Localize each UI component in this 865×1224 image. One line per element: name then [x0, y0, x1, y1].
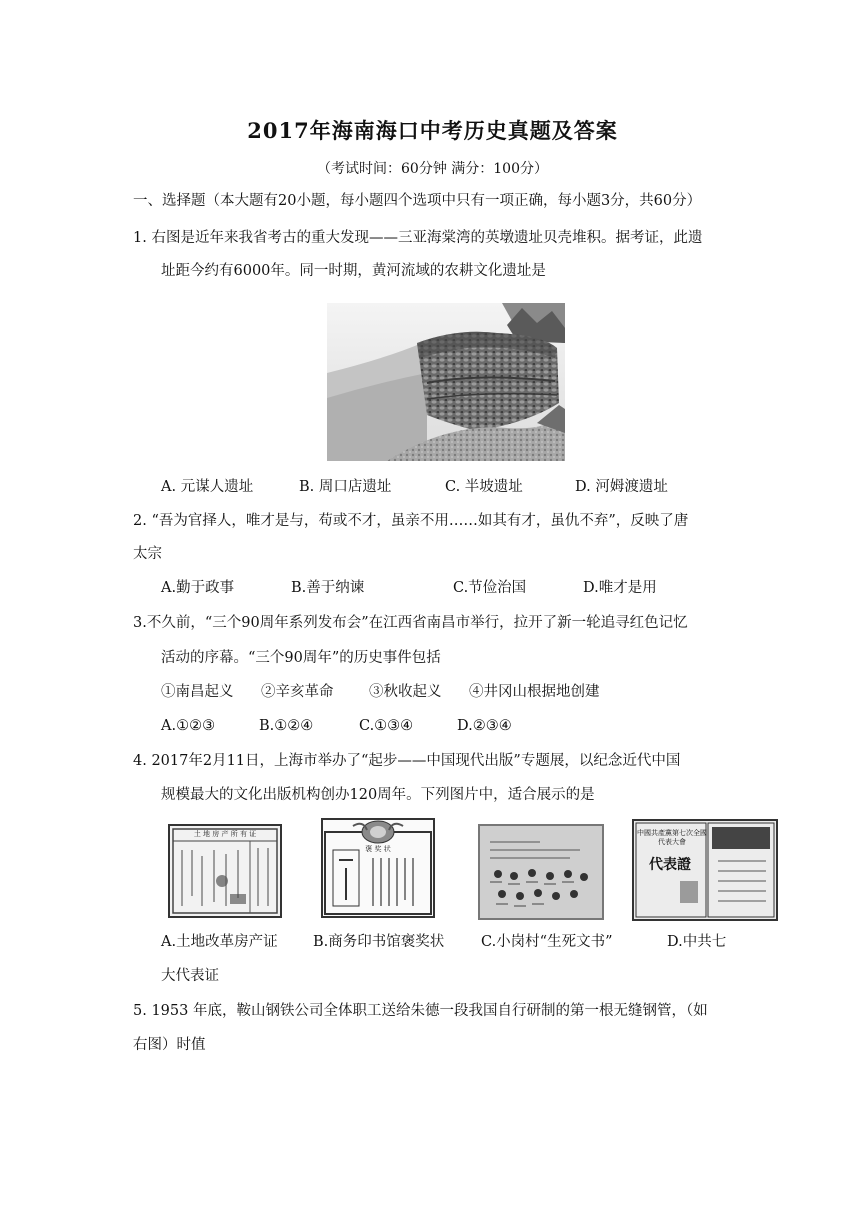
q4-option-d-continued: 大代表证: [161, 968, 219, 984]
q4-stem-line1: 4. 2017年2月11日，上海市举办了“起步——中国现代出版”专题展，以纪念近代中国: [133, 753, 681, 769]
q1-option-a[interactable]: A. 元谋人遗址: [161, 479, 254, 495]
q2-option-b[interactable]: B.善于纳谏: [291, 580, 365, 596]
delegate-card-title: 中國共產黨第七次全國代表大會: [637, 829, 707, 846]
page-title: 2017年海南海口中考历史真题及答案: [247, 118, 618, 143]
q3-item-1: ①南昌起义: [161, 684, 234, 700]
q4-option-d[interactable]: D.中共七: [667, 934, 727, 950]
q2-option-d[interactable]: D.唯才是用: [583, 580, 657, 596]
exam-info: （考试时间：60分钟 满分：100分）: [317, 161, 548, 177]
delegate-card-big-title: 代表證: [649, 857, 691, 873]
q1-stem-line2: 址距今约有6000年。同一时期，黄河流域的农耕文化遗址是: [161, 263, 546, 279]
q3-items: [161, 682, 600, 702]
q4-option-a[interactable]: A.土地改革房产证: [161, 934, 278, 950]
q5-stem-line1: 5. 1953 年底，鞍山钢铁公司全体职工送给朱德一段我国自行研制的第一根无缝钢管，（如: [133, 1003, 708, 1019]
q1-options: [161, 477, 668, 497]
q3-item-3: ③秋收起义: [369, 684, 442, 700]
q5-stem-line2: 右图）时值: [133, 1037, 206, 1053]
section-heading: 一、选择题（本大题有20小题，每小题四个选项中只有一项正确，每小题3分，共60分）: [133, 193, 702, 209]
q3-item-2: ②辛亥革命: [261, 684, 334, 700]
shell-deposit-photo: [327, 303, 565, 461]
q3-option-c[interactable]: C.①③④: [359, 718, 414, 734]
q1-option-c[interactable]: C. 半坡遗址: [445, 479, 523, 495]
q1-option-d[interactable]: D. 河姆渡遗址: [575, 479, 668, 495]
q4-options: [161, 932, 726, 952]
q4-option-b[interactable]: B.商务印书馆褒奖状: [313, 934, 445, 950]
q3-options: [161, 716, 512, 736]
q4-option-c[interactable]: C.小岗村“生死文书”: [481, 934, 613, 950]
land-certificate-header: 土 地 房 产 所 有 证: [193, 830, 257, 838]
q2-option-a[interactable]: A.勤于政事: [161, 580, 235, 596]
q2-option-c[interactable]: C.节俭治国: [453, 580, 527, 596]
q2-stem-line1: 2. “吾为官择人，唯才是与，苟或不才，虽亲不用……如其有才，虽仇不弃”，反映了唐: [133, 513, 689, 529]
q1-option-b[interactable]: B. 周口店遗址: [299, 479, 392, 495]
q2-stem-line2: 太宗: [133, 546, 162, 562]
land-certificate-image: [168, 824, 282, 918]
q3-item-4: ④井冈山根据地创建: [469, 684, 600, 700]
q3-stem-line1: 3.不久前，“三个90周年系列发布会”在江西省南昌市举行，拉开了新一轮追寻红色记忆: [133, 615, 688, 631]
xiaogang-contract-image: [478, 824, 604, 920]
award-certificate-image: [321, 818, 435, 918]
q3-option-b[interactable]: B.①②④: [259, 718, 314, 734]
q1-stem-line1: 1. 右图是近年来我省考古的重大发现——三亚海棠湾的英墩遗址贝壳堆积。据考证，此遗: [133, 230, 703, 246]
delegate-card-image: [632, 819, 778, 921]
award-certificate-header: 褒 奖 状: [365, 845, 391, 853]
q2-options: [161, 578, 657, 598]
q4-stem-line2: 规模最大的文化出版机构创办120周年。下列图片中，适合展示的是: [161, 787, 595, 803]
q3-stem-line2: 活动的序幕。“三个90周年”的历史事件包括: [161, 650, 441, 666]
q3-option-a[interactable]: A.①②③: [161, 718, 216, 734]
q3-option-d[interactable]: D.②③④: [457, 718, 512, 734]
